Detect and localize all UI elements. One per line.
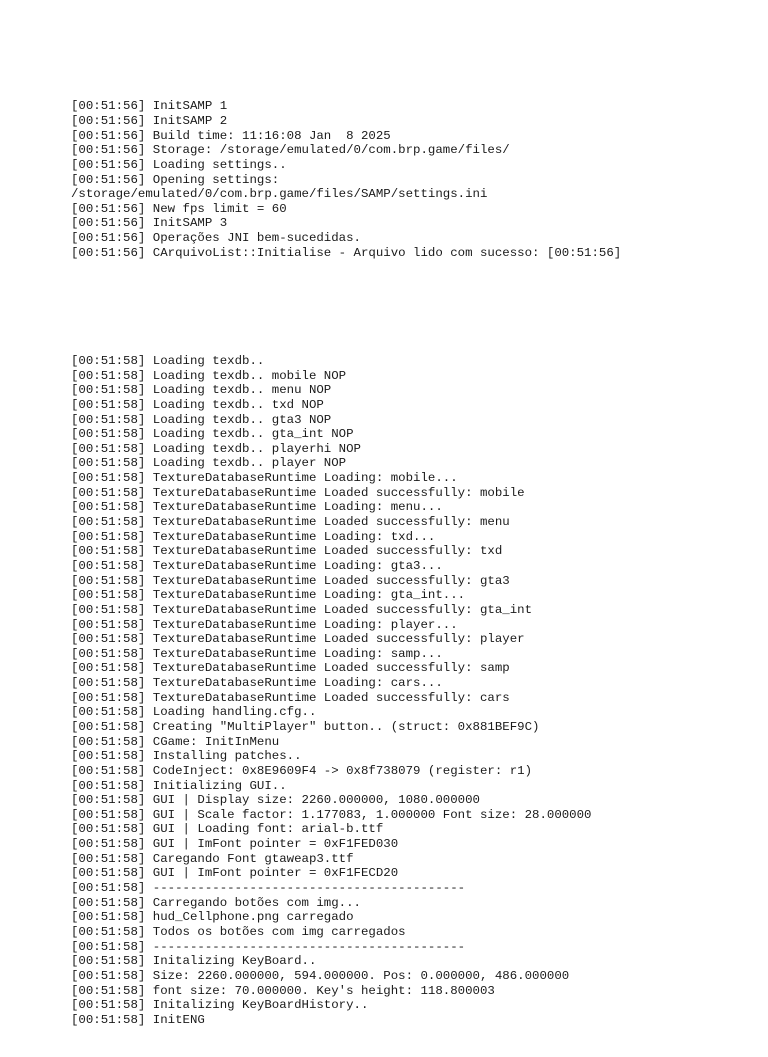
log-line: [00:51:58] Loading texdb.. player NOP: [71, 456, 347, 471]
log-line: [00:51:58] TextureDatabaseRuntime Loaded successfully: samp: [71, 661, 510, 676]
log-line: [00:51:58] ------------------------------------------: [71, 939, 466, 954]
log-line: [00:51:58] InitENG: [71, 1012, 205, 1027]
log-line: [00:51:58] TextureDatabaseRuntime Loaded successfully: menu: [71, 515, 510, 530]
log-line: [00:51:58] TextureDatabaseRuntime Loaded successfully: mobile: [71, 485, 525, 500]
log-line: [00:51:56] Opening settings:: [71, 172, 280, 187]
log-line: [00:51:58] TextureDatabaseRuntime Loaded successfully: gta3: [71, 573, 510, 588]
log-line: [00:51:58] TextureDatabaseRuntime Loading: menu...: [71, 500, 443, 515]
log-line: [00:51:58] Creating "MultiPlayer" button.. (struct: 0x881BEF9C): [71, 720, 540, 734]
log-line: [00:51:58] Loading handling.cfg..: [71, 705, 317, 720]
log-line: [00:51:58] TextureDatabaseRuntime Loading: gta_int...: [71, 588, 466, 603]
log-line: [00:51:56] InitSAMP 1: [71, 99, 228, 114]
log-line: [00:51:58] Loading texdb.. mobile NOP: [71, 368, 347, 383]
log-line: [00:51:56] InitSAMP 3: [71, 216, 228, 231]
log-line: [00:51:58] TextureDatabaseRuntime Loading: player...: [71, 617, 458, 632]
log-line: [00:51:58] TextureDatabaseRuntime Loading: gta3...: [71, 558, 443, 573]
log-line: [00:51:58] GUI | Display size: 2260.000000, 1080.000000: [71, 793, 480, 808]
log-line: [00:51:58] Size: 2260.000000, 594.000000. Pos: 0.000000, 486.000000: [71, 968, 570, 983]
log-line: [00:51:56] Storage: /storage/emulated/0/com.brp.game/files/: [71, 143, 510, 158]
log-line: [00:51:58] Installing patches..: [71, 749, 302, 764]
log-line: [00:51:58] Loading texdb.. menu NOP: [71, 383, 332, 398]
log-line: [00:51:56] InitSAMP 2: [71, 113, 228, 128]
log-block-loading: [71, 354, 761, 1027]
log-line: [00:51:58] CodeInject: 0x8E9609F4 -> 0x8f738079 (register: r1): [71, 763, 533, 778]
log-line: [00:51:58] GUI | ImFont pointer = 0xF1FED030: [71, 837, 399, 852]
log-line: [00:51:58] Initializing GUI..: [71, 778, 287, 793]
log-line: [00:51:56] Operações JNI bem-sucedidas.: [71, 231, 361, 246]
log-line: [00:51:58] Loading texdb.. gta_int NOP: [71, 427, 354, 442]
log-line: [00:51:58] Initalizing KeyBoardHistory..: [71, 998, 369, 1013]
log-line: [00:51:58] TextureDatabaseRuntime Loading: cars...: [71, 676, 443, 691]
blank-gap: [71, 290, 761, 325]
log-line: [00:51:58] Todos os botões com img carregados: [71, 924, 406, 939]
log-line: [00:51:58] GUI | ImFont pointer = 0xF1FECD20: [71, 866, 399, 881]
log-line: [00:51:58] GUI | Loading font: arial-b.ttf: [71, 822, 384, 837]
log-line: [00:51:58] TextureDatabaseRuntime Loading: mobile...: [71, 471, 458, 486]
log-line: [00:51:58] Loading texdb..: [71, 353, 265, 368]
log-line: /storage/emulated/0/com.brp.game/files/SAMP/settings.ini: [71, 187, 488, 202]
log-line: [00:51:58] TextureDatabaseRuntime Loaded successfully: cars: [71, 690, 510, 705]
log-line: [00:51:58] Loading texdb.. gta3 NOP: [71, 412, 332, 427]
log-line: [00:51:58] TextureDatabaseRuntime Loading: txd...: [71, 529, 436, 544]
log-line: [00:51:58] font size: 70.000000. Key's height: 118.800003: [71, 983, 495, 998]
log-text: [71, 70, 761, 1057]
log-block-init: [71, 99, 761, 260]
log-line: [00:51:56] Build time: 11:16:08 Jan 8 2025: [71, 128, 391, 143]
log-line: [00:51:58] Loading texdb.. txd NOP: [71, 397, 324, 412]
log-line: [00:51:58] TextureDatabaseRuntime Loaded successfully: player: [71, 632, 525, 647]
log-line: [00:51:56] Loading settings..: [71, 157, 287, 172]
log-line: [00:51:58] Initalizing KeyBoard..: [71, 954, 317, 969]
log-line: [00:51:58] TextureDatabaseRuntime Loaded successfully: txd: [71, 544, 503, 559]
log-line: [00:51:58] Caregando Font gtaweap3.ttf: [71, 851, 354, 866]
log-line: [00:51:58] ------------------------------------------: [71, 881, 466, 896]
log-line: [00:51:58] hud_Cellphone.png carregado: [71, 910, 354, 925]
log-line: [00:51:56] New fps limit = 60: [71, 201, 287, 216]
log-line: [00:51:58] TextureDatabaseRuntime Loading: samp...: [71, 646, 443, 661]
log-line: [00:51:56] CArquivoList::Initialise - Arquivo lido com sucesso: [00:51:56]: [71, 245, 622, 260]
log-line: [00:51:58] Carregando botões com img...: [71, 895, 361, 910]
log-line: [00:51:58] GUI | Scale factor: 1.177083, 1.000000 Font size: 28.000000: [71, 807, 592, 822]
log-line: [00:51:58] Loading texdb.. playerhi NOP: [71, 441, 361, 456]
log-line: [00:51:58] TextureDatabaseRuntime Loaded successfully: gta_int: [71, 602, 533, 617]
log-line: [00:51:58] CGame: InitInMenu: [71, 734, 280, 749]
